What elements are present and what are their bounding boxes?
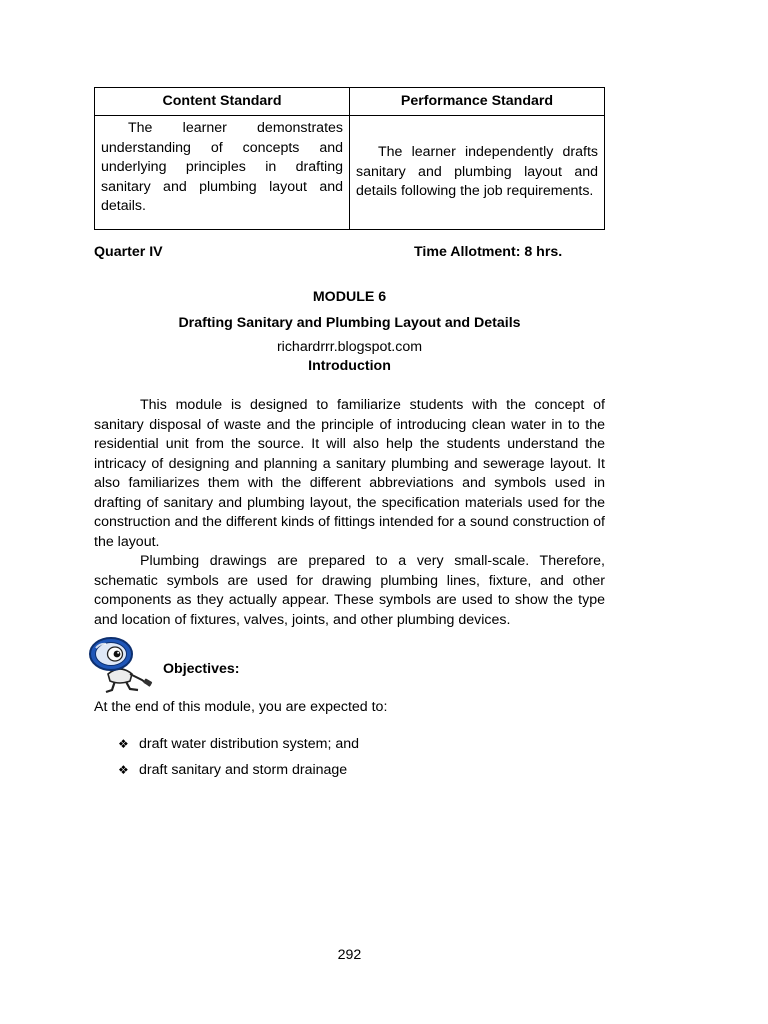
diamond-bullet-icon: ❖ bbox=[118, 737, 129, 751]
performance-standard-header: Performance Standard bbox=[350, 88, 605, 116]
intro-heading: Introduction bbox=[308, 358, 391, 374]
table-header-row bbox=[95, 88, 605, 116]
module-title: Drafting Sanitary and Plumbing Layout and Details bbox=[178, 315, 521, 331]
content-standard-header: Content Standard bbox=[95, 88, 350, 116]
magnifier-character-icon bbox=[86, 634, 156, 696]
source-text: richardrrr.blogspot.com bbox=[276, 339, 423, 355]
list-item bbox=[118, 735, 359, 755]
standards-table bbox=[94, 87, 605, 230]
introduction-body bbox=[94, 396, 605, 630]
time-allotment: Time Allotment: 8 hrs. bbox=[414, 244, 563, 260]
intro-paragraph: Plumbing drawings are prepared to a very small-scale. Therefore, schematic symbols are used for drawing plumbing lines, fixture, and other components as they actually appear. These symbols are used to show the type and location of fixtures, valves, joints, and other plumbing devices. bbox=[94, 553, 605, 628]
performance-standard-cell bbox=[350, 116, 605, 230]
objective-text: draft water distribution system; and bbox=[139, 736, 360, 752]
objectives-heading: Objectives: bbox=[163, 661, 240, 677]
objective-text: draft sanitary and storm drainage bbox=[139, 761, 348, 778]
list-item bbox=[118, 761, 359, 781]
objectives-lead: At the end of this module, you are expected to: bbox=[94, 699, 388, 715]
objectives-list bbox=[118, 735, 359, 786]
content-standard-text: The learner demonstrates understanding of concepts and underlying principles in drafting sanitary and plumbing layout and details. bbox=[101, 120, 343, 214]
module-label: MODULE 6 bbox=[312, 289, 387, 305]
diamond-bullet-icon: ❖ bbox=[118, 762, 129, 777]
page-number: 292 bbox=[337, 947, 362, 963]
performance-standard-text: The learner independently drafts sanitary and plumbing layout and details following the job requirements. bbox=[356, 144, 598, 200]
content-standard-cell bbox=[95, 116, 350, 230]
intro-paragraph: This module is designed to familiarize students with the concept of sanitary disposal of waste and the principle of introducing clean water in to the residential unit from the source. It will also help the students understand the intricacy of designing and planning a sanitary plumbing and sewerage layout. It also familiarizes them with the different abbreviations and symbols used in drafting of sanitary and plumbing layout, the specification materials used for the construction and the different kinds of fittings intended for a sound construction of the layout. bbox=[94, 397, 605, 550]
table-row bbox=[95, 116, 605, 230]
quarter-label: Quarter IV bbox=[94, 244, 163, 260]
